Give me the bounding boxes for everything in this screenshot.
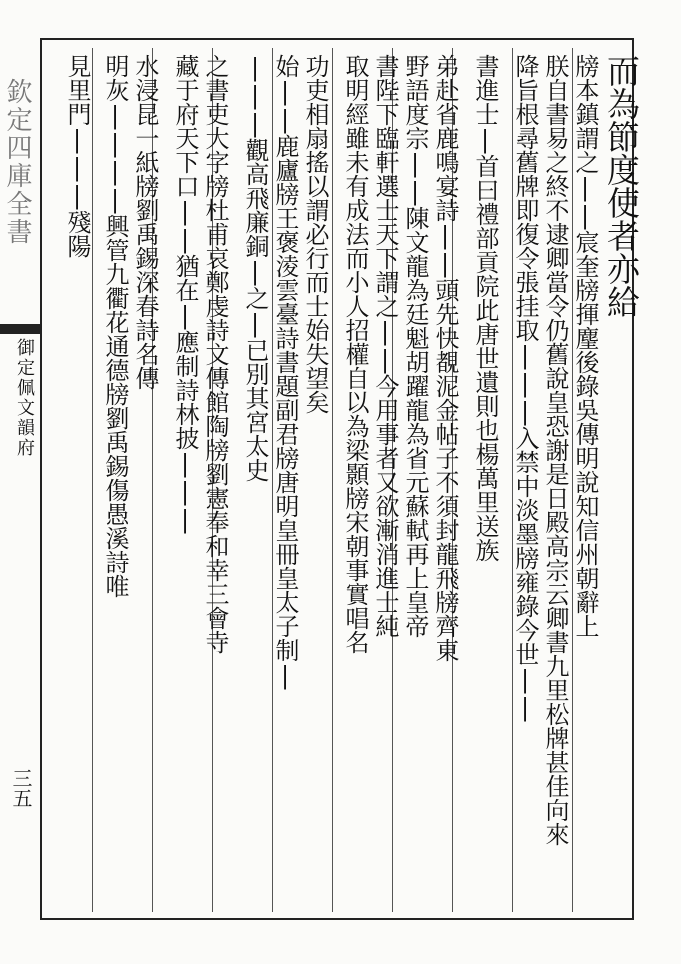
column-rule bbox=[92, 48, 93, 912]
text-column-17: 見里門|||殘陽 bbox=[63, 54, 91, 258]
spine-divider bbox=[0, 324, 40, 334]
text-column-14: 藏于府天下口||猶在|應制詩林披||| bbox=[171, 54, 199, 534]
text-column-2: 牓本鎮謂之||宸奎牓揮麈後錄吳傳明說知信州朝辭上 bbox=[571, 54, 599, 638]
text-column-9: 取明經雖未有成法而小人招權自以為梁顥牓宋朝事實唱名 bbox=[341, 54, 369, 654]
text-column-3: 朕自書易之終不逮卿當令仍舊說皇恐謝是日殿高宗云卿書九里松牌甚佳向來 bbox=[541, 54, 569, 846]
text-column-10: 功吏相扇搖以謂必行而士始失望矣 bbox=[301, 54, 329, 414]
text-column-6: 弟赴省鹿鳴宴詩||頭先快覩泥金帖子不須封龍飛牓齊東 bbox=[431, 54, 459, 662]
book-title: 御定佩文韻府 bbox=[14, 338, 35, 458]
text-column-13: 之書吏大字牓杜甫哀鄭虔詩文傳館陶牓劉憲奉和幸三會寺 bbox=[201, 54, 229, 654]
text-column-8: 書陛下臨軒選士天下謂之||今用事者又欲漸消進士純 bbox=[371, 54, 399, 638]
text-column-1: 而為節度使者亦給 bbox=[602, 54, 641, 318]
text-column-7: 野語度宗||陳文龍為廷魁胡躍龍為省元蘇軾再上皇帝 bbox=[401, 54, 429, 638]
text-column-12: |||觀高飛廉銅|之|已別其宮太史 bbox=[241, 54, 269, 482]
column-rule bbox=[332, 48, 333, 912]
text-column-11: 始||鹿廬牓王褒淩雲臺詩書題副君牓唐明皇冊皇太子制| bbox=[271, 54, 299, 690]
text-column-4: 降旨根尋舊牌即復令張挂取|||入禁中淡墨牓雍錄今世|| bbox=[511, 54, 539, 722]
series-hint: 欽定四庫全書 bbox=[2, 78, 32, 246]
text-column-16: 明灰||||興管九衢花通德牓劉禹錫傷愚溪詩唯 bbox=[101, 54, 129, 598]
text-column-5: 書進士|首曰禮部貢院此唐世遺則也楊萬里送族 bbox=[471, 54, 499, 562]
text-column-15: 水浸昆一紙牓劉禹錫深春詩名傳 bbox=[131, 54, 159, 390]
book-spine-margin bbox=[0, 38, 40, 920]
page-number: 三五 bbox=[9, 768, 33, 808]
